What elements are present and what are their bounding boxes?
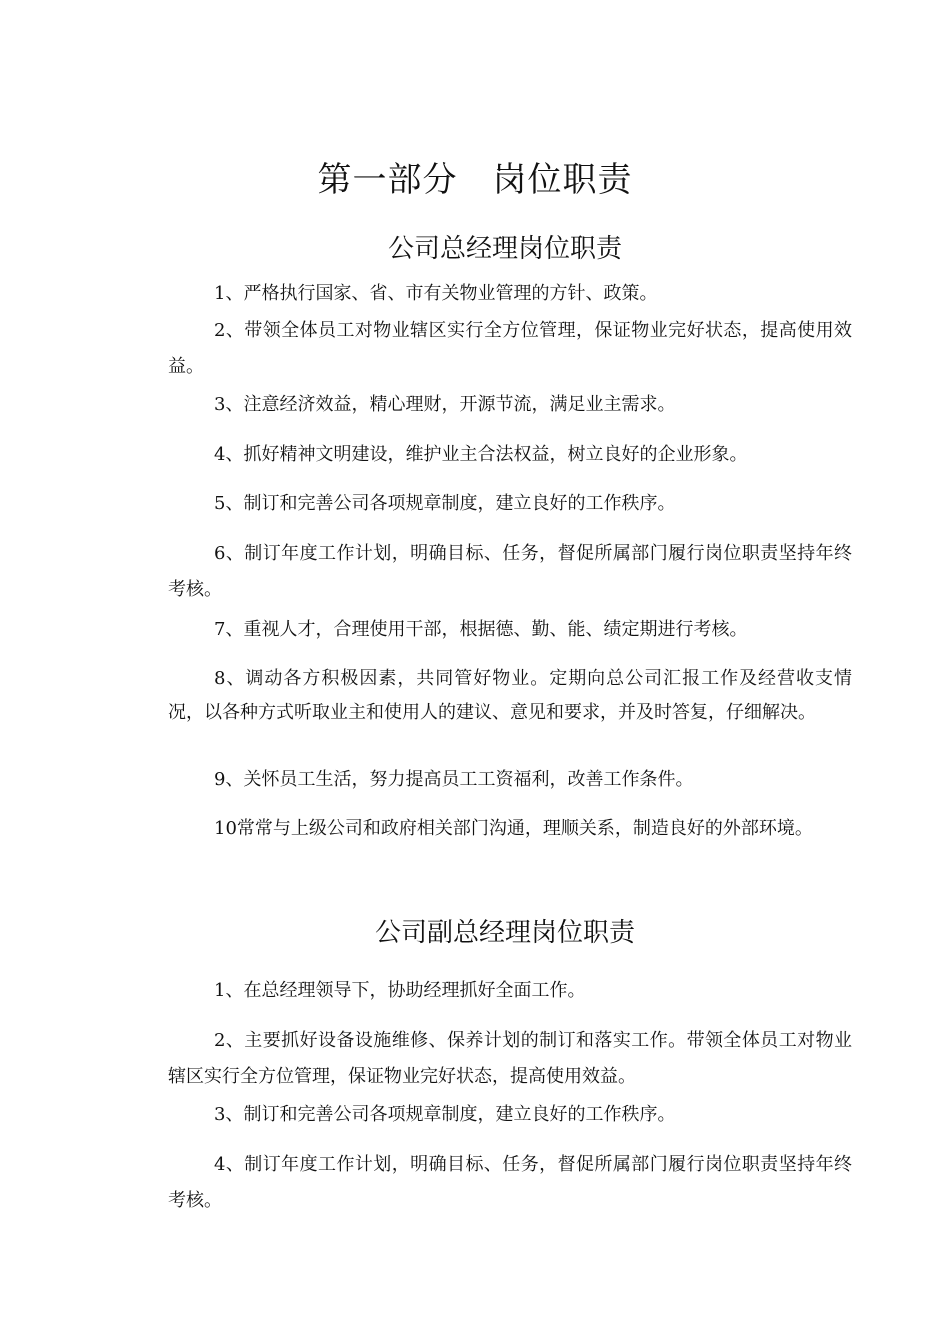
duty-item: 4、制订年度工作计划，明确目标、任务，督促所属部门履行岗位职责坚持年终考核。 [168,1154,852,1211]
duty-item: 7、重视人才，合理使用干部，根据德、勤、能、绩定期进行考核。 [214,619,748,640]
duty-item: 1、严格执行国家、省、市有关物业管理的方针、政策。 [214,283,658,304]
section-heading-general-manager: 公司总经理岗位职责 [387,234,622,264]
duty-item: 8、调动各方积极因素，共同管好物业。定期向总公司汇报工作及经营收支情况，以各种方式听取业主和使用人的建议、意见和要求，并及时答复，仔细解决。 [168,668,852,723]
duty-item: 5、制订和完善公司各项规章制度，建立良好的工作秩序。 [214,493,676,514]
page-title: 第一部分 岗位职责 [317,160,633,200]
duty-item: 2、主要抓好设备设施维修、保养计划的制订和落实工作。带领全体员工对物业辖区实行全方位管理，保证物业完好状态，提高使用效益。 [168,1030,852,1087]
duty-item: 6、制订年度工作计划，明确目标、任务，督促所属部门履行岗位职责坚持年终考核。 [168,543,852,600]
duty-item: 3、制订和完善公司各项规章制度，建立良好的工作秩序。 [214,1104,676,1125]
duty-item: 9、关怀员工生活，努力提高员工工资福利，改善工作条件。 [214,769,694,790]
duty-item: 3、注意经济效益，精心理财，开源节流，满足业主需求。 [214,394,676,415]
section-heading-deputy-general-manager: 公司副总经理岗位职责 [374,918,635,948]
duty-item: 2、带领全体员工对物业辖区实行全方位管理，保证物业完好状态，提高使用效益。 [168,320,852,377]
duty-item: 4、抓好精神文明建设，维护业主合法权益，树立良好的企业形象。 [214,444,748,465]
duty-item: 10常常与上级公司和政府相关部门沟通，理顺关系，制造良好的外部环境。 [214,818,813,839]
duty-item: 1、在总经理领导下，协助经理抓好全面工作。 [214,980,586,1001]
